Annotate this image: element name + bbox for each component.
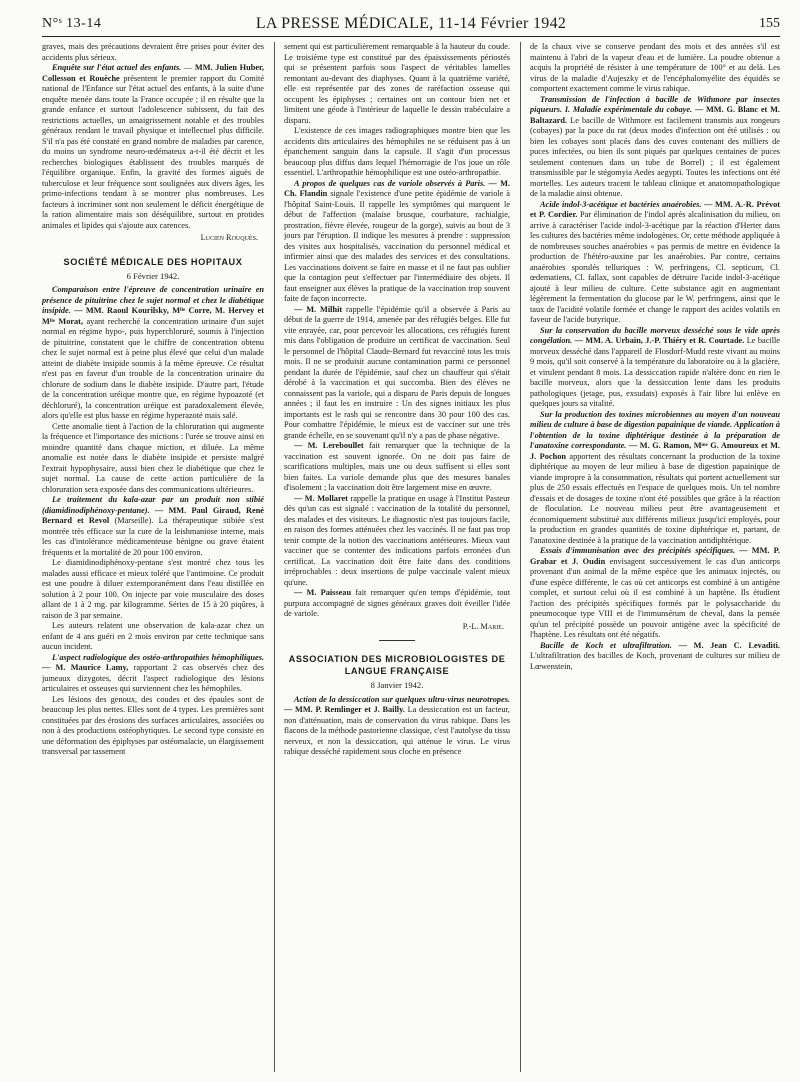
article-title: Sur la conservation du bacille morveux desséché sous le vide après congélation. xyxy=(530,325,780,345)
column-divider xyxy=(520,42,521,1072)
article-text: Par élimination de l'indol après alcalinisation du milieu, on arrive à caractériser l'acide indol-3-acétique par la réaction d'Herter dans les cultures des bactéries même indologènes. Or, cette méthode appliquée à de nombreuses souches anaérobies « pas permis de mettre en évidence la production de l'hétéro-auxine par les anaérobies. Par contre, certains anaérobies sporulés telluriques : W. perfringens, Cl. septicum, Cl. œdematiens, Cl. fallax, sont capables de détruire l'acide indol-3-acétique ajouté à leur milieu de culture. Cette substance agit en augmentant légèrement la fermentation du glucose par le W. perfringens, ainsi que le taux de l'acidité volatile formée et change le rapport des acides volatils en faveur de l'acide butyrique. xyxy=(530,210,780,324)
discussion-lereboullet xyxy=(284,441,510,494)
journal-title: LA PRESSE MÉDICALE, 11-14 Février 1942 xyxy=(255,15,567,32)
article-paragraph: L'existence de ces images radiographiques montre bien que les accidents dits articulaires des hémophiles ne se réduisent pas à un épanchement sanguin dans la capsule. Il s'agit d'un processus beaucoup plus diffus dans lequel l'hémorragie de l'os joue un rôle essentiel. L'arthropathie hémophilique est une ostéo-arthropathie. xyxy=(284,126,510,177)
article-title: Le traitement du kala-azar par un produit non stibié (diamidinodiphénoxy-pentane). xyxy=(42,495,264,515)
column-2 xyxy=(284,42,510,1072)
article-title: Comparaison entre l'épreuve de concentration urinaire en présence de pituitrine chez le sujet normal et chez le diabétique insipide. xyxy=(42,285,264,315)
article-authors: — M. Mollaret xyxy=(294,493,348,503)
article-text: présentent le premier rapport du Comité national de l'Enfance sur l'état actuel des enfants, à la suite d'une enquête menée dans toute la France occupée ; il en résulte que la grande enfance et surtout l'adolescence subissent, du fait des restrictions actuelles, un amaigrissement notable et des troubles généraux rendant le travail physique et intellectuel plus difficile. S'il n'a pas été constaté en grand nombre de maladies par carence, du moins un syndrome neuro-œdémateux a-t-il été décrit et les recherches biologiques établissent des troubles marqués de l'équilibre organique. Enfin, la gravité des formes aiguës de tuberculose et leur fréquence sont soulignées aux divers âges, les primo-infections tendant à se montrer plus nombreuses. Les facteurs à incriminer sont non seulement le déficit énergétique de la ration alimentaire mais son déséquilibre, surtout en protides animales et lipides qui s'ajoute aux carences. xyxy=(42,73,264,230)
article-text: fait remarquer qu'en temps d'épidémie, tout purpura accompagné de signes généraux graves doit éveiller l'idée de variole. xyxy=(284,588,510,618)
article-authors: — M. Milhit xyxy=(294,304,343,314)
article-enquete: Enquête sur l'état actuel des enfants. — MM. Julien Huber, Collesson et Rouèche présentent le premier rapport du Comité national de l'Enfance sur l'état actuel des enfants, à la suite d'une enquête menée dans toute la France occupée ; il en résulte que la grande enfance et surtout l'adolescence subissent, du fait des restrictions actuelles, un amaigrissement notable et des troubles généraux rendant le travail physique et intellectuel plus difficile. S'il n'a pas été constaté en grand nombre de maladies par carence, du moins un syndrome neuro-œdémateux a-t-il été décrit et les recherches biologiques établissent des troubles marqués de l'équilibre organique. Enfin, la gravité des formes aiguës de tuberculose et leur fréquence sont soulignées aux divers âges, les primo-infections tendant à se montrer plus nombreuses. Les facteurs à incriminer sont non seulement le déficit énergétique de la ration alimentaire mais son déséquilibre, surtout en protides animales et lipides qui s'ajoute aux carences. xyxy=(42,63,264,230)
article-text: (Marseille). La thérapeutique stibiée s'est montrée très efficace sur la cure de la leishmaniose interne, mais les cas d'intolérance médicamenteuse bénigne ou grave étaient fréquents et la mortalité de 20 pour 100 environ. xyxy=(42,516,264,557)
article-bacille-koch xyxy=(530,641,780,673)
section-separator xyxy=(379,640,415,641)
article-kala-azar xyxy=(42,495,264,558)
article-bacille-morveux xyxy=(530,326,780,410)
article-text: rappelle l'épidémie qu'il a observée à Paris au début de la guerre de 1914, amenée par des réfugiés belges. Elle fut vite enrayée, car, pour percevoir les allocations, ces réfugiés furent mis dans l'obligation de produire un certificat de vaccination. Seul le personnel de l'hôpital Claude-Bernard fut revacciné tous les trois mois. Il ne se produisit aucune contamination parmi ce personnel pendant la durée de l'épidémie, sauf chez un chauffeur qui s'était dérobé à la vaccination et qui succomba. Bien des élèves ne connaissent pas la variole, qui a disparu de Paris depuis de longues années ; il faut les en instruire : Un des signes initiaux les plus importants est le rash qui se rencontre dans 30 pour 100 des cas. Pour combattre l'épidémie, le mieux est de vacciner sur une très grande échelle, en se souvenant qu'il n'y a pas de phase négative. xyxy=(284,304,510,440)
article-title: Acide indol-3-acétique et bactéries anaérobies. xyxy=(540,199,702,209)
discussion-milhit xyxy=(284,305,510,442)
article-authors: — MM. G. Blanc et M. Baltazard. xyxy=(530,105,780,125)
article-text: Le bacille morveux desséché dans l'appareil de Flosdorf-Mudd reste vivant au moins 9 mois, qu'il soit conservé à la température du laboratoire ou à la glacière, et virulent pendant 8 mois. La dessiccation rapide n'altère donc en rien le bacille morveux, alors que la dessiccation lente dans les produits pathologiques (jetage, pus, exsudats) exposés à l'air libre lui enlève en quelques jours sa vitalité. xyxy=(530,336,780,408)
page-header xyxy=(42,14,780,37)
article-title: Sur la production des toxines microbiennes au moyen d'un nouveau milieu de culture à base de digestion papainique de viande. Application à l'obtention de la toxine diphtérique destinée à la préparation de l'anatoxine correspondante. xyxy=(530,409,780,450)
article-acide-indol xyxy=(530,200,780,326)
article-authors: — M. Ch. Flandin xyxy=(284,178,510,198)
article-paragraph: Les auteurs relatent une observation de kala-azar chez un enfant de 4 ans guéri en 2 mois environ par cette technique sans aucun incident. xyxy=(42,621,264,651)
page-number: 155 xyxy=(759,16,780,31)
article-title: Bacille de Koch et ultrafiltration. xyxy=(540,640,672,650)
section-title: SOCIÉTÉ MÉDICALE DES HOPITAUX xyxy=(63,256,243,267)
article-text: L'ultrafiltration des bacilles de Koch, provenant de cultures sur milieu de Lœwenstein, xyxy=(530,651,780,671)
article-comparaison xyxy=(42,285,264,422)
article-paragraph: Cette anomalie tient à l'action de la chloruration qui augmente la fréquence et l'importance des mictions : l'urée se trouve ainsi en moindre quantité dans chaque miction, et diluée. La même anomalie est notée dans le diabète insipide et persiste malgré l'extrait hypophysaire, aussi bien chez le diabétique que chez le sujet normal. La cause de cette action particulière de la chloruration sera exposée dans des communications ultérieures. xyxy=(42,421,264,494)
article-authors: — MM. A. Urbain, J.-P. Thiéry et R. Courtade. xyxy=(574,336,745,345)
article-paragraph: Les lésions des genoux, des coudes et des épaules sont de beaucoup les plus nettes. Elles sont de 4 types. Les premières sont constituées par des érosions des surfaces articulaires, associées ou non à des productions ostéophytiques. Le second type consiste en une déformation des épiphyses par ostéomalacie, un élargissement transversal par tassement xyxy=(42,694,264,756)
discussion-paisseau xyxy=(284,588,510,620)
article-dessiccation xyxy=(284,695,510,758)
article-text: La dessiccation est un facteur, non d'atténuation, mais de conservation du virus rabique. Dans les flacons de la méthode pastorienne classique, c'est l'autolyse du tissu nerveux, et non la dessiccation, qui atténue le virus. Le virus rabique desséché rapidement sous cloche en présence xyxy=(284,705,510,756)
article-text: ayant recherché la concentration urinaire d'un sujet normal en régime hypo-, puis hyperchloruré, soumis à l'injection de pituitrine, constatent que le chiffre de concentration obtenu chez le sujet normal est à peine plus élevé que celui d'un malade atteint de diabète insipide soumis à la même épreuve. Ce résultat n'est pas en faveur d'un trouble de la concentration urinaire du chlorure de sodium dans le diabète insipide. D'autre part, l'étude de la concentration uréique montre que, en régime hypoazoté (et déchloruré), la concentration uréique est paradoxalement élevée, alors qu'elle est plus basse en régime hyperazoté mais salé. xyxy=(42,316,264,420)
article-text: rappelle la pratique en usage à l'Institut Pasteur dès qu'un cas est signalé : vaccination de la totalité du personnel, des malades et des visiteurs. Le diagnostic n'est pas toujours facile, en raison des formes atténuées chez les vaccinés. Il ne faut pas trop tenir compte de la notion des vaccinations antérieures. Mieux vaut vacciner que se contenter des indications parfois erronées d'un certificat. La vaccination doit être faite dans des conditions irréprochables : deux insertions de pulpe vaccinale valent mieux qu'une. xyxy=(284,493,510,587)
article-text: Le bacille de Withmore est facilement transmis aux rongeurs (cobayes) par la puce du rat (deux modes d'infection ont été utilisés : ou bien les cobayes sont placés dans des cuves contenant des milliers de puces infectées, ou bien ils sont piqués par quelques centaines de puces seulement contenues dans un tube de Borrel) ; il est également transmissible par le stégomyia Aedes aegypti. Toutes les infections ont été mortelles. Les auteurs tracent le tableau clinique et anatomopathologique de la maladie ainsi obtenue. xyxy=(530,115,780,198)
article-paragraph: Le diamidinodiphénoxy-pentane s'est montré chez tous les malades aussi efficace et mieux toléré que l'antimoine. Ce produit est une poudre à diluer extemporanément dans l'eau distillée en solution à 2 pour 100. On injecte par voie musculaire des doses allant de 1 à 2 mg. par kilogramme. Séries de 15 à 20 piqûres, à raison de 3 par semaine. xyxy=(42,558,264,620)
article-authors: MM. Julien Huber, Collesson et Rouèche xyxy=(42,63,264,83)
article-variole xyxy=(284,179,510,305)
article-authors: — MM. A.-R. Prévot et P. Cordier. xyxy=(530,199,780,219)
article-text: signale l'existence d'une petite épidémie de variole à l'hôpital Saint-Louis. Il rappelle les symptômes qui marquent le début de l'affection (malaise brusque, courbature, rachialgie, prostration, fièvre élevée, rougeur de la gorge), suivis au bout de 3 jours par l'éruption. Il indique les mesures à prendre : suppression des visites aux hospitalisés, vaccination du personnel médical et infirmier ainsi que des malades des services et des consultations. Les vaccinations doivent se faire en masse et il ne faut pas oublier que la contagion peut s'effectuer par l'intermédiaire des objets. Il faut enseigner aux élèves la pratique de la vaccination trop souvent faite de façon incorrecte. xyxy=(284,189,510,303)
article-title: L'aspect radiologique des ostéo-arthropathies hémophiliques. xyxy=(52,652,264,662)
article-authors: — MM. Paul Giraud, René Bernard et Revol xyxy=(42,505,264,525)
article-toxines xyxy=(530,410,780,547)
article-title: Enquête sur l'état actuel des enfants. xyxy=(52,63,182,72)
article-title: Essais d'immunisation avec des précipités spécifiques. xyxy=(540,546,736,555)
discussion-mollaret xyxy=(284,494,510,589)
article-title: Action de la dessiccation sur quelques ultra-virus neurotropes. xyxy=(294,694,510,704)
article-title: A propos de quelques cas de variole observés à Paris. xyxy=(294,178,486,188)
article-radiologique xyxy=(42,653,264,695)
article-authors: — MM. P. Grabar et J. Oudin xyxy=(530,546,780,566)
signature: Lucien Rouquès. xyxy=(200,233,258,242)
article-title: Transmission de l'infection à bacille de Withmore par insectes piqueurs. I. Maladie expérimentale du cobaye. xyxy=(530,94,780,114)
article-text: rapportant 2 cas observés chez des jumeaux dizygotes, décrit l'aspect radiologique des lésions articulaires et osseuses qui surviennent chez les hémophiles. xyxy=(42,663,264,693)
article-authors: — MM. P. Remlinger et J. Bailly. xyxy=(284,705,405,714)
article-authors: — M. G. Ramon, Mᵐᵉ G. Amoureux et M. J. Pochon xyxy=(530,441,780,461)
article-authors: — M. Lereboullet xyxy=(294,441,364,450)
article-authors: — MM. Raoul Kourilsky, Mˡˡᵉ Corre, M. Hervey et Mˡˡᵉ Morat, xyxy=(42,306,264,326)
intro-paragraph: graves, mais des précautions devraient être prises pour éviter des accidents plus sérieux. xyxy=(42,42,264,62)
article-text: envisagent successivement le cas d'un anticorps provenant d'un animal de la même espèce que les animaux injectés, ou d'une espèce différente, le cas où cet anticorps est combiné à un antigène complet, et surtout celui où il est combiné à un haptène. Ils étudient l'action des précipités spécifiques formés par le polysaccharide du pneumocoque type VIII et de l'immunsérum de cheval, dans la pensée qu'un tel précipité possède un pouvoir antigène avec la spécificité de l'haptène. Les résultats ont été négatifs. xyxy=(530,556,780,639)
section-title: ASSOCIATION DES MICROBIOLOGISTES DE LANGUE FRANÇAISE xyxy=(288,654,506,676)
section-date: 8 Janvier 1942. xyxy=(370,680,424,690)
article-authors: — M. Maurice Lamy, xyxy=(42,663,129,672)
article-authors: — M. Paisseau xyxy=(294,588,352,597)
article-immunisation xyxy=(530,546,780,641)
article-text: fait remarquer que la technique de la vaccination est souvent ignorée. On ne doit pas faire de scarifications multiples, mais une ou deux suffisent si elles sont bien faites. La variole demande plus que des mesures banales d'isolement ; la vaccination doit être largement mise en œuvre. xyxy=(284,441,510,492)
article-transmission xyxy=(530,95,780,200)
issue-number: N°ˢ 13-14 xyxy=(42,16,102,31)
article-authors: — M. Jean C. Levaditi. xyxy=(678,640,780,650)
column-3 xyxy=(530,42,780,1072)
section-date: 6 Février 1942. xyxy=(126,270,180,281)
signature: P.-L. Marie. xyxy=(462,621,504,631)
column-1 xyxy=(42,42,264,1072)
article-text: apportent des résultats concernant la production de la toxine diphtérique au moyen de leur milieu à base de digestion papainique de viande impropre à la consommation, résultats qui portent actuellement sur plus de 250 essais effectués en l'espace de quelques mois. Un tel nombre d'essais et de dosages de toxine n'ont été possibles que grâce à la réaction de floculation. Le nouveau milieu peut être avantageusement et économiquement substitué aux différents milieux jusqu'ici employés, pour la production en grandes quantités de toxine diphtérique et, partant, de l'anatoxine destinée à la pratique de la vaccination antidiphtérique. xyxy=(530,451,780,545)
article-paragraph: sement qui est particulièrement remarquable à la hauteur du coude. Le troisième type est constitué par des épaississements périostés qui se présentent parfois sous l'aspect de véritables lamelles remontant au-devant des diaphyses. Quant à la quatrième variété, elle est représentée par des zones de raréfaction osseuse qui occupent les épiphyses ; certaines ont un contour bien net et limitent une géode à l'intérieur de laquelle le dessin trabéculaire a disparu. xyxy=(284,42,510,125)
article-paragraph: de la chaux vive se conserve pendant des mois et des années s'il est maintenu à l'abri de la vapeur d'eau et de lumière. La poudre obtenue a acquis la propriété de résister à une température de 100° et au delà. Les virus de la maladie d'Aujeszky et de l'encéphalomyélite des équidés se comportent exactement comme le virus rabique. xyxy=(530,42,780,93)
column-divider xyxy=(274,42,275,1072)
